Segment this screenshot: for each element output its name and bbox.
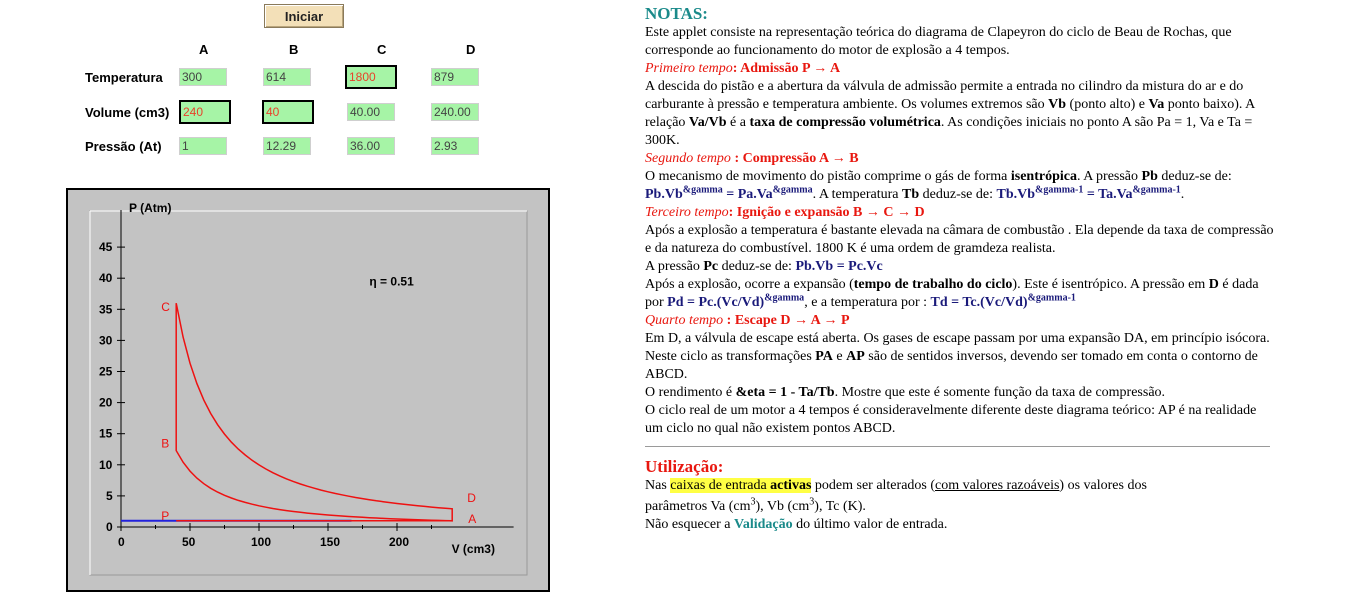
temperature-a-field: 300 — [179, 68, 227, 86]
efficiency-label: η = 0.51 — [369, 274, 414, 289]
third-stroke-heading: Terceiro tempo: Ignição e expansão B → C → D — [645, 205, 925, 220]
x-tick-label: 0 — [118, 535, 125, 549]
y-tick-label: 20 — [99, 395, 113, 410]
pressure-label: Pressão (At) — [85, 139, 162, 154]
y-tick-label: 15 — [99, 426, 113, 441]
column-header-d: D — [466, 42, 476, 57]
point-label-p: P — [161, 508, 170, 523]
efficiency-text: O rendimento é &eta = 1 - Ta/Tb. Mostre que este é somente função da taxa de compressão. — [645, 385, 1166, 400]
x-tick-label: 50 — [182, 535, 196, 549]
point-label-d: D — [467, 490, 476, 505]
notes-intro: Este applet consiste na representação teórica do diagrama de Clapeyron do ciclo de Beau de Rochas, que corresponde ao funcionamento do motor de explosão a 4 tempos. — [645, 25, 1232, 58]
temperature-label: Temperatura — [85, 70, 163, 85]
point-label-b: B — [161, 436, 170, 451]
y-tick-label: 25 — [99, 364, 113, 379]
divider — [645, 446, 1270, 447]
temperature-b-field: 614 — [263, 68, 311, 86]
first-stroke-text: A descida do pistão e a abertura da válvula de admissão permite a entrada no cilindro da mistura do ar e do carburante à pressão e temperatura ambiente. Os volumes extremos são Vb (ponto alto) e Va ponto baixo). A relação Va/Vb é a taxa de compressão volumétrica. As condições iniciais no ponto A são Pa = 1, Va e Ta = 300K. — [645, 79, 1255, 148]
x-tick-label: 150 — [320, 535, 341, 549]
pressure-b-field: 12.29 — [263, 137, 311, 155]
usage-params: parâmetros Va $(cm^3)$, Vb $(cm^3)$, Tc (K). — [645, 496, 866, 514]
pressure-c-field: 36.00 — [347, 137, 395, 155]
third-stroke-pressure: A pressão Pc deduz-se de: Pb.Vb = Pc.Vc — [645, 259, 883, 274]
x-tick-label: 100 — [251, 535, 272, 549]
volume-c-field: 40.00 — [347, 103, 395, 121]
fourth-stroke-transformations: Neste ciclo as transformações PA e AP são de sentidos inversos, devendo ser tomado em conta o contorno de ABCD. — [645, 349, 1258, 382]
pressure-a-field: 1 — [179, 137, 227, 155]
point-label-a: A — [468, 511, 477, 526]
y-tick-label: 35 — [99, 302, 113, 317]
real-cycle-text: O ciclo real de um motor a 4 tempos é consideravelmente diferente deste diagrama teórico: AP é na realidade um ciclo no qual não existem pontos ABCD. — [645, 403, 1257, 436]
volume-b-input[interactable]: 40 — [262, 100, 314, 124]
volume-d-field: 240.00 — [431, 103, 479, 121]
column-header-a: A — [199, 42, 209, 57]
temperature-c-input[interactable]: 1800 — [345, 65, 397, 89]
y-tick-label: 30 — [99, 333, 113, 348]
usage-text: Nas caixas de entrada activas podem ser alterados (com valores razoáveis) os valores dos — [645, 478, 1147, 493]
temperature-d-field: 879 — [431, 68, 479, 86]
y-tick-label: 5 — [106, 488, 113, 503]
pressure-d-field: 2.93 — [431, 137, 479, 155]
column-header-c: C — [377, 42, 387, 57]
pv-diagram-panel — [66, 188, 550, 592]
y-tick-label: 0 — [106, 520, 113, 534]
notes-title: NOTAS: — [645, 4, 708, 23]
second-stroke-heading: Segundo tempo : Compressão A → B — [645, 151, 859, 166]
fourth-stroke-text: Em D, a válvula de escape está aberta. Os gases de escape passam por uma expansão DA, em princípio isócora. — [645, 331, 1270, 346]
notes-section — [645, 4, 1275, 534]
y-tick-label: 10 — [99, 457, 113, 472]
usage-validation: Não esquecer a Validação do último valor de entrada. — [645, 517, 948, 532]
third-stroke-expansion: Após a explosão, ocorre a expansão (tempo de trabalho do ciclo). Este é isentrópico. A pressão em D é dada por $Pd = Pc.(Vc/Vd)^{\&gamma}$, e a temperatura por : $Td = Tc.(Vc/Vd)^{\&gamma-1}$ — [645, 277, 1259, 310]
first-stroke-heading: Primeiro tempo: Admissão P → A — [645, 61, 841, 76]
x-axis-label: V (cm3) — [451, 542, 495, 556]
start-button[interactable]: Iniciar — [264, 4, 344, 28]
x-tick-label: 200 — [389, 535, 410, 549]
y-axis-label: P (Atm) — [129, 201, 172, 215]
column-header-b: B — [289, 42, 299, 57]
pv-diagram — [68, 190, 548, 590]
fourth-stroke-heading: Quarto tempo : Escape D → A → P — [645, 313, 850, 328]
y-tick-label: 45 — [99, 240, 113, 255]
y-tick-label: 40 — [99, 271, 113, 286]
point-label-c: C — [161, 300, 170, 315]
second-stroke-text: O mecanismo de movimento do pistão comprime o gás de forma isentrópica. A pressão Pb deduz-se de: $Pb.Vb^{\&gamma} = Pa.Va^{\&gamma}$. A temperatura Tb deduz-se de: $Tb.Vb^{\&gamma-1} = Ta.Va^{\&gamma-1}$. — [645, 169, 1232, 202]
volume-a-input[interactable]: 240 — [179, 100, 231, 124]
third-stroke-text: Após a explosão a temperatura é bastante elevada na câmara de combustão . Ela depende da taxa de compressão e da natureza do combustível. 1800 K é uma ordem de gramdeza realista. — [645, 223, 1274, 256]
volume-label: Volume (cm3) — [85, 105, 170, 120]
usage-title: Utilização: — [645, 457, 724, 476]
